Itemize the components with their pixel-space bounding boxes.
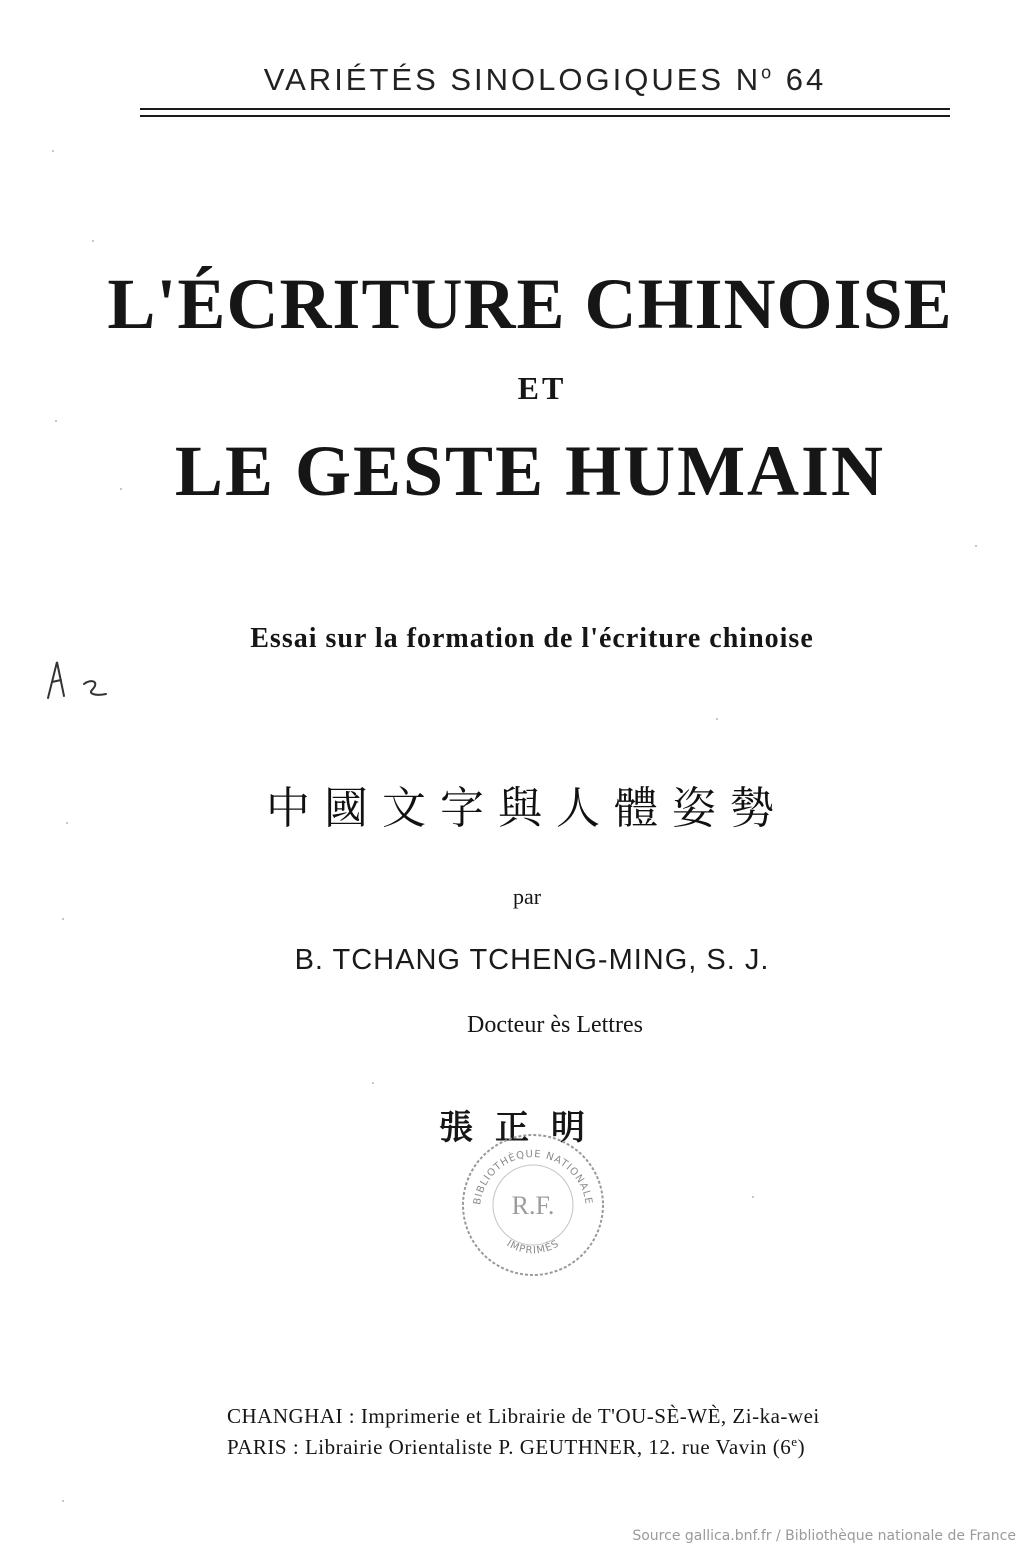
imprint-publisher-changhai: : Imprimerie et Librairie de T'OU-SÈ-WÈ, Zi-ka-wei bbox=[343, 1404, 820, 1428]
scan-speck bbox=[92, 240, 94, 242]
imprint-publisher-paris: : Librairie Orientaliste P. GEUTHNER, 12. rue Vavin (6 bbox=[287, 1435, 792, 1459]
series-number: 64 bbox=[785, 62, 827, 97]
stamp-text-top: BIBLIOTHÈQUE NATIONALE bbox=[472, 1148, 594, 1206]
author-name: B. TCHANG TCHENG-MING, S. J. bbox=[294, 944, 770, 976]
scan-speck bbox=[372, 1082, 374, 1084]
imprint-city-changhai: CHANGHAI bbox=[227, 1404, 343, 1428]
library-stamp bbox=[458, 1130, 608, 1280]
imprint-superscript: e bbox=[791, 1434, 798, 1449]
title-conjunction: ET bbox=[517, 370, 567, 406]
handwritten-note bbox=[44, 658, 114, 704]
scan-speck bbox=[975, 545, 977, 547]
scan-speck bbox=[55, 420, 57, 422]
scan-speck bbox=[120, 488, 122, 490]
author-name-chinese: 張正明 bbox=[439, 1108, 607, 1148]
scan-speck bbox=[62, 918, 64, 920]
scan-speck bbox=[752, 1196, 754, 1198]
title-line-1: L'ÉCRITURE CHINOISE bbox=[107, 264, 953, 344]
title-line-2: LE GESTE HUMAIN bbox=[174, 431, 886, 511]
series-title: VARIÉTÉS SINOLOGIQUES N bbox=[263, 62, 762, 97]
chinese-title: 中國文字與人體姿勢 bbox=[266, 783, 788, 834]
imprint-changhai bbox=[227, 1404, 820, 1429]
svg-text:IMPRIMÉS bbox=[505, 1238, 562, 1256]
header-rule-bottom bbox=[140, 115, 950, 117]
stamp-center: R.F. bbox=[511, 1191, 555, 1220]
scan-speck bbox=[716, 718, 718, 720]
byline-par: par bbox=[512, 884, 542, 909]
series-number-suffix: o bbox=[761, 62, 775, 83]
scan-speck bbox=[62, 1500, 64, 1502]
scan-speck bbox=[52, 150, 54, 152]
imprint-close-paren: ) bbox=[797, 1435, 806, 1459]
scan-speck bbox=[66, 822, 68, 824]
stamp-text-bottom: IMPRIMÉS bbox=[504, 1238, 562, 1257]
imprint-city-paris: PARIS bbox=[227, 1435, 288, 1459]
source-credit: Source gallica.bnf.fr / Bibliothèque nationale de France bbox=[632, 1528, 1016, 1544]
series-header bbox=[140, 62, 950, 98]
imprint-paris bbox=[227, 1434, 805, 1460]
author-degree: Docteur ès Lettres bbox=[467, 1012, 643, 1038]
header-rule-top bbox=[140, 108, 950, 110]
subtitle: Essai sur la formation de l'écriture chinoise bbox=[250, 623, 814, 654]
